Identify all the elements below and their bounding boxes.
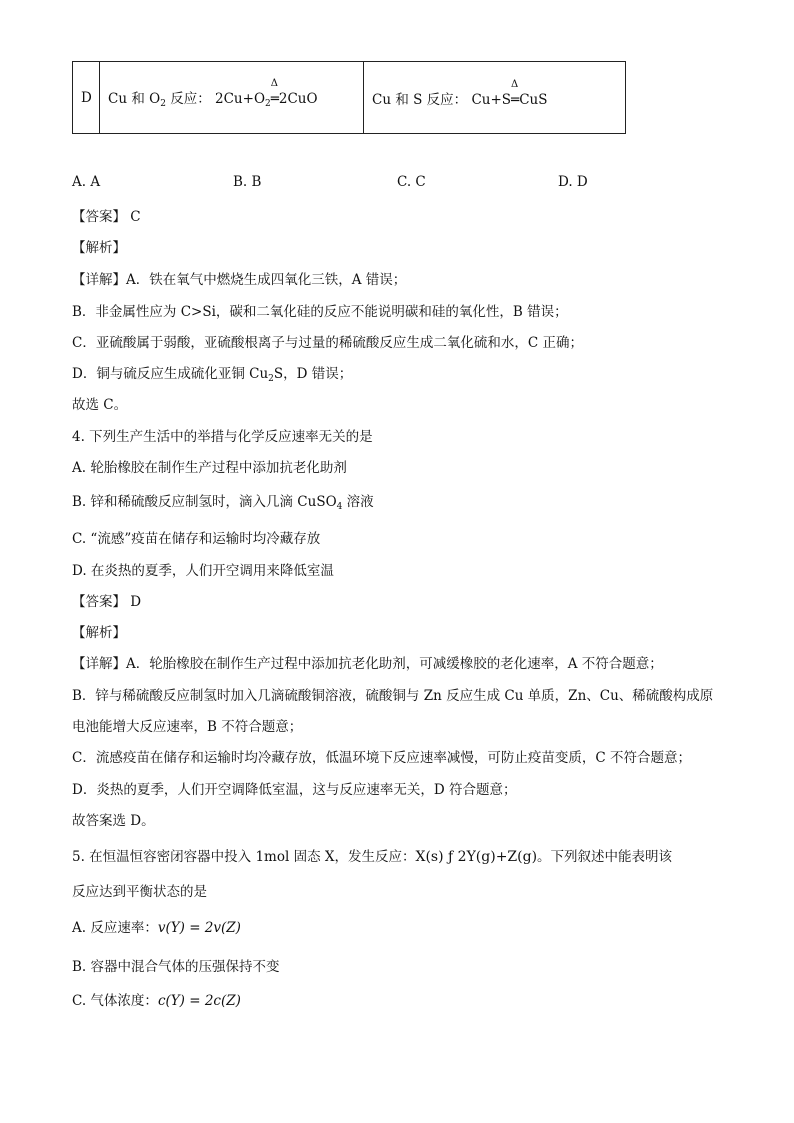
q4-stem: 4. 下列生产生活中的举措与化学反应速率无关的是 bbox=[72, 429, 373, 445]
equals-sign: ═ bbox=[270, 90, 279, 107]
subscript: 2 bbox=[268, 374, 274, 384]
choice-d: D. D bbox=[558, 174, 588, 190]
q5-option-c bbox=[72, 989, 241, 1009]
equation-lhs: 2Cu+O bbox=[215, 90, 266, 107]
q4-conclusion: 故答案选 D。 bbox=[72, 813, 155, 829]
cell-text: Cu 和 S 反应： bbox=[372, 91, 468, 108]
text: D．铜与硫反应生成硫化亚铜 Cu bbox=[72, 366, 269, 382]
q5-option-a bbox=[72, 916, 241, 936]
option-d-table bbox=[72, 61, 626, 134]
answer-label: 【答案】 bbox=[72, 209, 126, 225]
rate-equation: v(Y) = 2v(Z) bbox=[157, 920, 241, 936]
cu-s-reaction-cell bbox=[364, 62, 626, 134]
option-letter: D bbox=[73, 62, 100, 134]
subscript: 2 bbox=[160, 98, 166, 109]
q4-option-b bbox=[72, 490, 374, 512]
q4-option-a: A. 轮胎橡胶在制作生产过程中添加抗老化助剂 bbox=[72, 460, 347, 476]
q3-detail-d bbox=[72, 362, 352, 384]
text: C. 气体浓度： bbox=[72, 993, 158, 1009]
answer-value: D bbox=[130, 594, 142, 610]
answer-label: 【答案】 bbox=[72, 594, 126, 610]
q4-analysis-label: 【解析】 bbox=[72, 625, 126, 641]
q4-answer bbox=[72, 590, 141, 610]
cell-text: Cu 和 O bbox=[108, 90, 161, 107]
reaction-equation: X(s) ƒ 2Y(g)+Z(g) bbox=[415, 849, 538, 865]
q3-analysis-label: 【解析】 bbox=[72, 240, 126, 256]
q3-conclusion: 故选 C。 bbox=[72, 397, 128, 413]
q4-detail-a: 【详解】A．轮胎橡胶在制作生产过程中添加抗老化助剂，可减缓橡胶的老化速率，A 不符合题意； bbox=[72, 656, 663, 672]
q4-detail-b-line2: 电池能增大反应速率，B 不符合题意； bbox=[72, 719, 303, 735]
text: 。下列叙述中能表明该 bbox=[537, 849, 673, 865]
q5-stem-line1 bbox=[72, 845, 672, 865]
table-row bbox=[73, 62, 626, 134]
subscript: 2 bbox=[265, 98, 271, 109]
text: 5. 在恒温恒容密闭容器中投入 1mol 固态 X，发生反应： bbox=[72, 849, 416, 865]
q4-detail-c: C．流感疫苗在储存和运输时均冷藏存放，低温环境下反应速率减慢，可防止疫苗变质，C 不符合题意； bbox=[72, 750, 691, 766]
choice-a: A. A bbox=[72, 174, 101, 190]
cu-o2-reaction-cell bbox=[100, 62, 364, 134]
equation-rhs: 2CuO bbox=[278, 90, 318, 107]
delta-symbol: Δ bbox=[270, 77, 278, 89]
equation-lhs: Cu+S bbox=[471, 91, 512, 108]
q5-stem-line2: 反应达到平衡状态的是 bbox=[72, 884, 207, 900]
choice-b: B. B bbox=[233, 174, 262, 190]
text: B. 锌和稀硫酸反应制氢时，滴入几滴 CuSO bbox=[72, 494, 337, 510]
text: 溶液 bbox=[342, 494, 374, 510]
heat-arrow bbox=[511, 78, 520, 108]
q3-answer bbox=[72, 205, 141, 225]
concentration-equation: c(Y) = 2c(Z) bbox=[157, 993, 241, 1009]
heat-arrow bbox=[270, 77, 279, 107]
q4-detail-d: D．炎热的夏季，人们开空调降低室温，这与反应速率无关，D 符合题意； bbox=[72, 782, 517, 798]
choice-c: C. C bbox=[397, 174, 426, 190]
delta-symbol: Δ bbox=[511, 78, 519, 90]
equals-sign: ═ bbox=[511, 91, 520, 108]
subscript: 4 bbox=[336, 502, 343, 512]
q4-option-d: D. 在炎热的夏季，人们开空调用来降低室温 bbox=[72, 563, 334, 579]
cell-text: 反应： bbox=[165, 90, 211, 107]
text: A. 反应速率： bbox=[72, 920, 158, 936]
text: S，D 错误； bbox=[273, 366, 353, 382]
q3-detail-b: B．非金属性应为 C>Si，碳和二氧化硅的反应不能说明碳和硅的氧化性，B 错误； bbox=[72, 304, 568, 320]
answer-value: C bbox=[130, 209, 141, 225]
equation-rhs: CuS bbox=[519, 91, 548, 108]
q5-option-b: B. 容器中混合气体的压强保持不变 bbox=[72, 959, 280, 975]
q4-option-c: C. “流感”疫苗在储存和运输时均冷藏存放 bbox=[72, 531, 321, 547]
q4-detail-b-line1: B．锌与稀硫酸反应制氢时加入几滴硫酸铜溶液，硫酸铜与 Zn 反应生成 Cu 单质，Zn、Cu、稀硫酸构成原 bbox=[72, 688, 714, 704]
q3-detail-c: C．亚硫酸属于弱酸，亚硫酸根离子与过量的稀硫酸反应生成二氧化硫和水，C 正确； bbox=[72, 335, 583, 351]
q3-detail-a: 【详解】A．铁在氧气中燃烧生成四氧化三铁，A 错误； bbox=[72, 272, 407, 288]
